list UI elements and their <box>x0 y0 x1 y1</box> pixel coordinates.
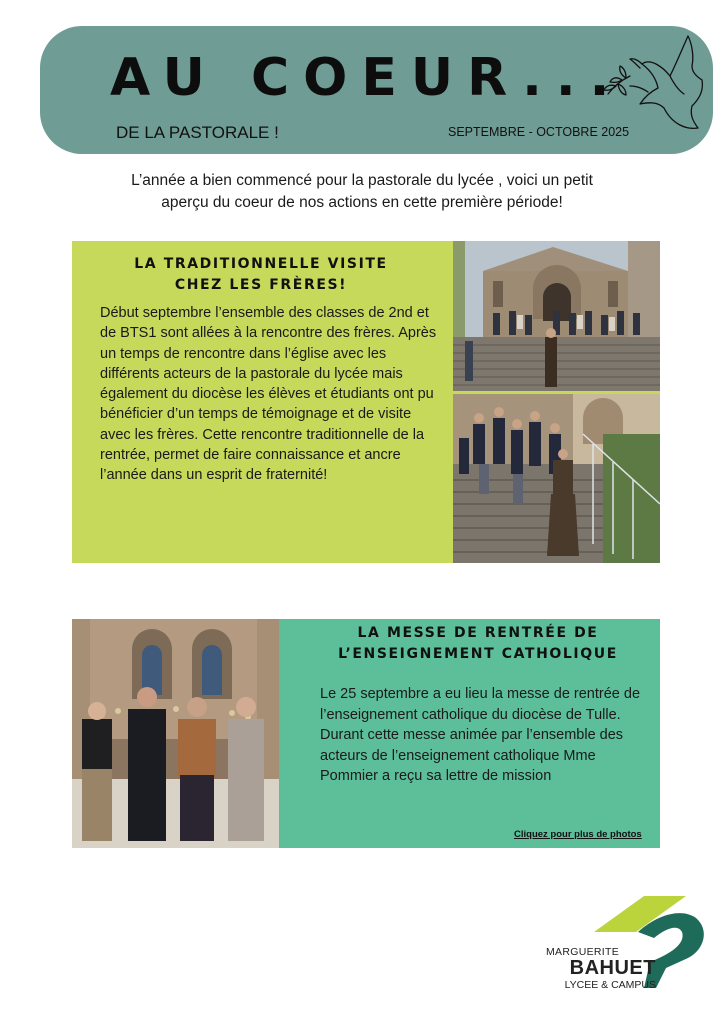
section-messe-body <box>320 684 640 787</box>
logo-line-3: LYCEE & CAMPUS <box>564 979 656 991</box>
newsletter-title: AU COEUR... <box>110 48 624 108</box>
newsletter-subtitle: DE LA PASTORALE ! <box>116 123 279 142</box>
intro-line-2: aperçu du coeur de nos actions en cette première période! <box>161 194 563 211</box>
section-visite-text-panel <box>72 241 452 563</box>
section-visite-title-line-1: LA TRADITIONNELLE VISITE <box>134 256 388 272</box>
photo-stairs-descent <box>453 394 660 563</box>
section-messe-title-line-2: L’ENSEIGNEMENT CATHOLIQUE <box>338 646 618 662</box>
more-photos-link[interactable]: Cliquez pour plus de photos <box>514 829 642 840</box>
section-visite-freres <box>72 241 660 563</box>
photo-church-steps-group <box>453 241 660 391</box>
header-banner <box>40 26 713 154</box>
section-messe-body-line-1: Le 25 septembre a eu lieu la messe de rentrée de l’enseignement catholique du diocèse de Tulle. <box>320 686 641 723</box>
dove-icon <box>600 28 710 138</box>
section-messe-body-line-2: Durant cette messe animée par l’ensemble des acteurs de l’enseignement catholique Mme Pommier a reçu sa lettre de mission <box>320 727 624 785</box>
logo-line-2: BAHUET <box>569 957 656 979</box>
intro-line-1: L’année a bien commencé pour la pastorale du lycée , voici un petit <box>131 172 593 189</box>
school-logo-text <box>546 946 656 991</box>
section-visite-title <box>86 254 436 296</box>
logo-line-1: MARGUERITE <box>546 946 620 958</box>
section-visite-title-line-2: CHEZ LES FRÈRES! <box>174 277 348 293</box>
section-visite-body: Début septembre l’ensemble des classes de 2nd et de BTS1 sont allées à la rencontre des frères. Après un temps de rencontre dans l’église avec les différents acteurs de la pastorale du lycée mais également du diocèse les élèves et étudiants ont pu bénéficier d’un temps de témoignage et de visite avec les frères. Cette rencontre traditionnelle de la rentrée, permet de faire connaissance et ancre l’année dans un esprit de fraternité! <box>100 305 437 484</box>
section-messe-rentree <box>72 619 660 848</box>
section-messe-title-line-1: LA MESSE DE RENTRÉE DE <box>357 625 599 641</box>
section-messe-title <box>308 623 648 665</box>
issue-date: SEPTEMBRE - OCTOBRE 2025 <box>448 125 630 139</box>
intro-text <box>60 170 664 214</box>
photo-mass-group <box>72 619 279 848</box>
